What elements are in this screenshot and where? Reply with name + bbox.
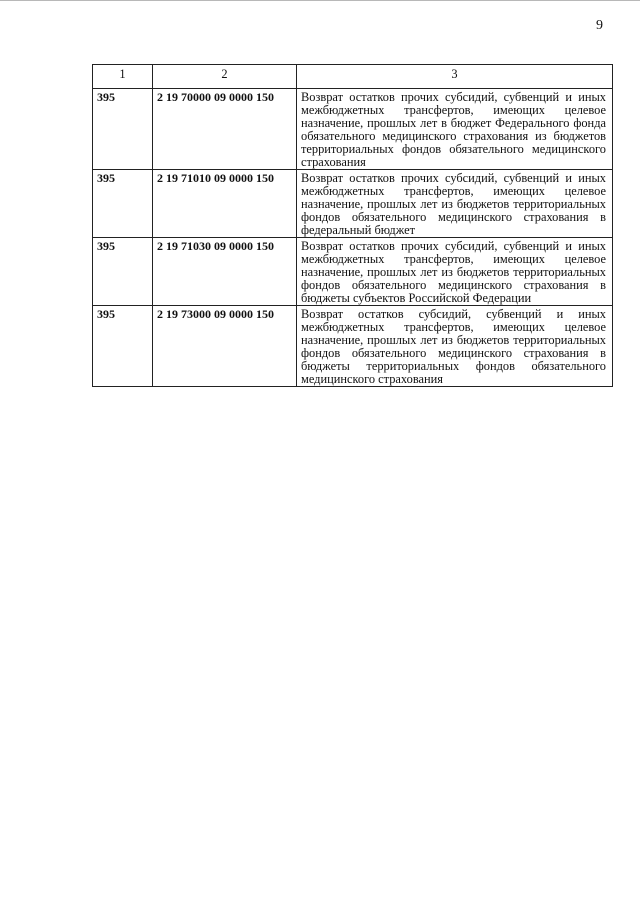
admin-code-cell: 395 — [93, 306, 153, 387]
admin-code-cell: 395 — [93, 238, 153, 306]
description-cell: Возврат остатков прочих субсидий, субвенций и иных межбюджетных трансфертов, имеющих целевое назначение, прошлых лет из бюджетов территориальных фондов обязательного медицинского страхования в бюджеты субъектов Российской Федерации — [297, 238, 613, 306]
admin-code-cell: 395 — [93, 89, 153, 170]
page-number: 9 — [596, 18, 603, 33]
description-cell: Возврат остатков субсидий, субвенций и иных межбюджетных трансфертов, имеющих целевое назначение, прошлых лет из бюджетов территориальных фондов обязательного медицинского страхования в бюджеты территориальных фондов обязательного медицинского страхования — [297, 306, 613, 387]
budget-code-cell: 2 19 71010 09 0000 150 — [153, 170, 297, 238]
table-row — [93, 89, 613, 170]
header-col-1: 1 — [93, 65, 153, 89]
scan-edge-line — [0, 0, 640, 1]
budget-code-cell: 2 19 73000 09 0000 150 — [153, 306, 297, 387]
header-col-2: 2 — [153, 65, 297, 89]
table-header-row — [93, 65, 613, 89]
description-cell: Возврат остатков прочих субсидий, субвенций и иных межбюджетных трансфертов, имеющих целевое назначение, прошлых лет из бюджетов территориальных фондов обязательного медицинского страхования в федеральный бюджет — [297, 170, 613, 238]
header-col-3: 3 — [297, 65, 613, 89]
table-row — [93, 170, 613, 238]
budget-code-cell: 2 19 70000 09 0000 150 — [153, 89, 297, 170]
budget-code-cell: 2 19 71030 09 0000 150 — [153, 238, 297, 306]
admin-code-cell: 395 — [93, 170, 153, 238]
description-cell: Возврат остатков прочих субсидий, субвенций и иных межбюджетных трансфертов, имеющих целевое назначение, прошлых лет в бюджет Федерального фонда обязательного медицинского страхования из бюджетов территориальных фондов обязательного медицинского страхования — [297, 89, 613, 170]
table-row — [93, 238, 613, 306]
budget-codes-table — [92, 64, 613, 387]
table-row — [93, 306, 613, 387]
